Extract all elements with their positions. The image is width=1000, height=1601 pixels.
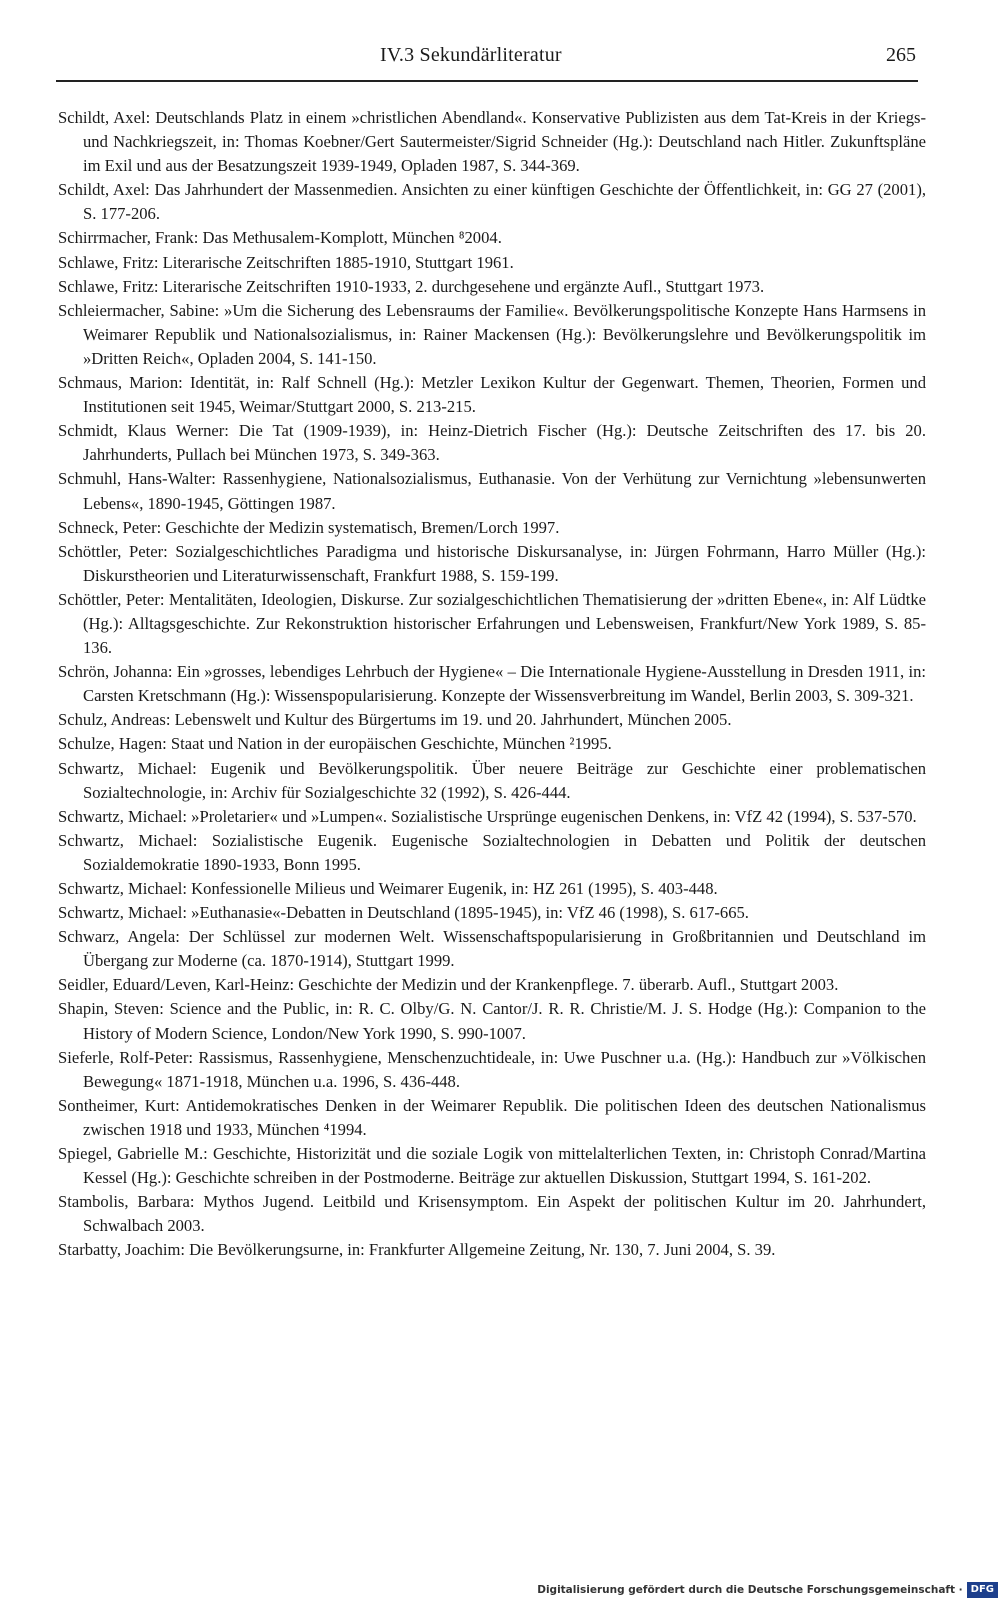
bibliography-entry: Schwartz, Michael: Konfessionelle Milieus und Weimarer Eugenik, in: HZ 261 (1995), S. 403-448. xyxy=(58,879,718,898)
bibliography-entry: Seidler, Eduard/Leven, Karl-Heinz: Geschichte der Medizin und der Krankenpflege. 7. überarb. Aufl., Stuttgart 2003. xyxy=(58,975,839,995)
bibliography-entry: Schirrmacher, Frank: Das Methusalem-Komplott, München ⁸2004. xyxy=(58,228,502,248)
bibliography-entry: Spiegel, Gabrielle M.: Geschichte, Historizität und die soziale Logik von mittelalterlichen Texten, in: Christoph Conrad/Martina Kessel (Hg.): Geschichte schreiben in der Postmoderne. Beiträge zur aktuellen Diskussion, Stuttgart 1994, S. 161-202. xyxy=(58,1144,926,1188)
footer-text: Digitalisierung gefördert durch die Deutsche Forschungsgemeinschaft xyxy=(537,1584,955,1596)
bibliography-entry: Schleiermacher, Sabine: »Um die Sicherung des Lebensraums der Familie«. Bevölkerungspolitische Konzepte Hans Harmsens in Weimarer Republik und Nationalsozialismus, in: Rainer Mackensen (Hg.): Bevölkerungslehre und Bevölkerungspolitik im »Dritten Reich«, Opladen 2004, S. 141-150. xyxy=(58,300,926,368)
bibliography-entry: Schildt, Axel: Das Jahrhundert der Massenmedien. Ansichten zu einer künftigen Geschichte der Öffentlichkeit, in: GG 27 (2001), S. 177-206. xyxy=(58,180,926,224)
digitization-footer xyxy=(537,1579,1000,1601)
bibliography-entry: Schwartz, Michael: Eugenik und Bevölkerungspolitik. Über neuere Beiträge zur Geschichte einer problematischen Sozialtechnologie, in: Archiv für Sozialgeschichte 32 (1992), S. 426-444. xyxy=(58,758,926,802)
bibliography-entry: Schrön, Johanna: Ein »grosses, lebendiges Lehrbuch der Hygiene« – Die Internationale Hygiene-Ausstellung in Dresden 1911, in: Carsten Kretschmann (Hg.): Wissenspopularisierung. Konzepte der Wissensverbreitung im Wandel, Berlin 2003, S. 309-321. xyxy=(58,662,926,706)
bibliography-entry: Shapin, Steven: Science and the Public, in: R. C. Olby/G. N. Cantor/J. R. R. Christie/M. J. S. Hodge (Hg.): Companion to the History of Modern Science, London/New York 1990, S. 990-1007. xyxy=(58,999,926,1043)
bibliography-entry: Starbatty, Joachim: Die Bevölkerungsurne, in: Frankfurter Allgemeine Zeitung, Nr. 130, 7. Juni 2004, S. 39. xyxy=(58,1240,776,1260)
bibliography-entry: Schwartz, Michael: »Euthanasie«-Debatten in Deutschland (1895-1945), in: VfZ 46 (1998), S. 617-665. xyxy=(58,903,749,923)
bibliography-entry: Schulz, Andreas: Lebenswelt und Kultur des Bürgertums im 19. und 20. Jahrhundert, München 2005. xyxy=(58,710,732,730)
bibliography-entry: Schulze, Hagen: Staat und Nation in der europäischen Geschichte, München ²1995. xyxy=(58,734,612,754)
bibliography-entry: Schildt, Axel: Deutschlands Platz in einem »christlichen Abendland«. Konservative Publizisten aus dem Tat-Kreis in der Kriegs- und Nachkriegszeit, in: Thomas Koebner/Gert Sautermeister/Sigrid Schneider (Hg.): Deutschland nach Hitler. Zukunftspläne im Exil und aus der Besatzungszeit 1939-1949, Opladen 1987, S. 344-369. xyxy=(58,108,926,176)
page-header xyxy=(56,40,918,82)
page-number: 265 xyxy=(886,44,916,66)
bibliography-entry: Sieferle, Rolf-Peter: Rassismus, Rassenhygiene, Menschenzuchtideale, in: Uwe Puschner u.a. (Hg.): Handbuch zur »Völkischen Bewegung« 1871-1918, München u.a. 1996, S. 436-448. xyxy=(58,1047,926,1091)
running-head: IV.3 Sekundärliteratur xyxy=(380,44,562,66)
dfg-logo: DFG xyxy=(967,1582,998,1598)
bibliography-entry: Schwartz, Michael: Sozialistische Eugenik. Eugenische Sozialtechnologien in Debatten und Politik der deutschen Sozialdemokratie 1890-1933, Bonn 1995. xyxy=(58,830,926,874)
bibliography-list xyxy=(58,106,926,1263)
bibliography-entry: Schmidt, Klaus Werner: Die Tat (1909-1939), in: Heinz-Dietrich Fischer (Hg.): Deutsche Zeitschriften des 17. bis 20. Jahrhunderts, Pullach bei München 1973, S. 349-363. xyxy=(58,421,926,465)
bibliography-entry: Schmaus, Marion: Identität, in: Ralf Schnell (Hg.): Metzler Lexikon Kultur der Gegenwart. Themen, Theorien, Formen und Institutionen seit 1945, Weimar/Stuttgart 2000, S. 213-215. xyxy=(58,373,926,417)
bibliography-entry: Stambolis, Barbara: Mythos Jugend. Leitbild und Krisensymptom. Ein Aspekt der politischen Kultur im 20. Jahrhundert, Schwalbach 2003. xyxy=(58,1192,926,1236)
bibliography-entry: Sontheimer, Kurt: Antidemokratisches Denken in der Weimarer Republik. Die politischen Ideen des deutschen Nationalismus zwischen 1918 und 1933, München ⁴1994. xyxy=(58,1095,926,1139)
bibliography-entry: Schmuhl, Hans-Walter: Rassenhygiene, Nationalsozialismus, Euthanasie. Von der Verhütung zur Vernichtung »lebensunwerten Lebens«, 1890-1945, Göttingen 1987. xyxy=(58,469,926,513)
bibliography-entry: Schöttler, Peter: Sozialgeschichtliches Paradigma und historische Diskursanalyse, in: Jürgen Fohrmann, Harro Müller (Hg.): Diskurstheorien und Literaturwissenschaft, Frankfurt 1988, S. 159-199. xyxy=(58,541,926,585)
bibliography-entry: Schlawe, Fritz: Literarische Zeitschriften 1885-1910, Stuttgart 1961. xyxy=(58,252,514,272)
bibliography-entry: Schwartz, Michael: »Proletarier« und »Lumpen«. Sozialistische Ursprünge eugenischen Denkens, in: VfZ 42 (1994), S. 537-570. xyxy=(58,806,917,826)
bibliography-entry: Schöttler, Peter: Mentalitäten, Ideologien, Diskurse. Zur sozialgeschichtlichen Thematisierung der »dritten Ebene«, in: Alf Lüdtke (Hg.): Alltagsgeschichte. Zur Rekonstruktion historischer Erfahrungen und Lebensweisen, Frankfurt/New York 1989, S. 85-136. xyxy=(58,589,926,658)
bibliography-entry: Schwarz, Angela: Der Schlüssel zur modernen Welt. Wissenschaftspopularisierung in Großbritannien und Deutschland im Übergang zur Moderne (ca. 1870-1914), Stuttgart 1999. xyxy=(58,927,926,971)
footer-separator: · xyxy=(955,1584,963,1596)
bibliography-entry: Schneck, Peter: Geschichte der Medizin systematisch, Bremen/Lorch 1997. xyxy=(58,517,560,537)
bibliography-entry: Schlawe, Fritz: Literarische Zeitschriften 1910-1933, 2. durchgesehene und ergänzte Aufl., Stuttgart 1973. xyxy=(58,276,765,296)
